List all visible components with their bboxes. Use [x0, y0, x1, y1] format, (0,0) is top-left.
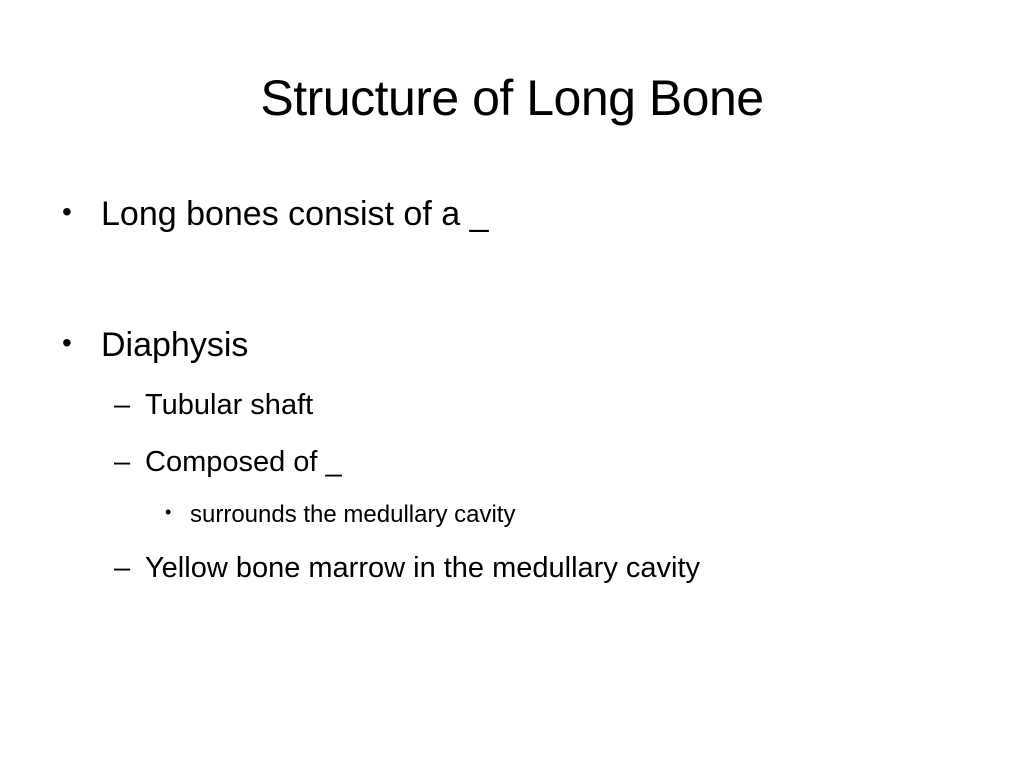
slide-title: Structure of Long Bone — [260, 70, 764, 126]
sub-bullet-text: Composed of _ — [145, 446, 342, 478]
sub-bullet-text: Yellow bone marrow in the medullary cavity — [145, 552, 701, 584]
bullet-text: Long bones consist of a _ — [101, 195, 489, 233]
sub-sub-bullet-marker: • — [165, 502, 172, 522]
bullet-marker: • — [62, 327, 72, 358]
bullet-marker: • — [62, 196, 72, 227]
sub-bullet-dash: – — [114, 389, 131, 421]
sub-bullet-dash: – — [114, 446, 131, 478]
sub-bullet-text: Tubular shaft — [145, 389, 314, 421]
bullet-text: Diaphysis — [101, 326, 249, 364]
sub-bullet-dash: – — [114, 552, 131, 584]
sub-sub-bullet-text: surrounds the medullary cavity — [190, 501, 516, 528]
